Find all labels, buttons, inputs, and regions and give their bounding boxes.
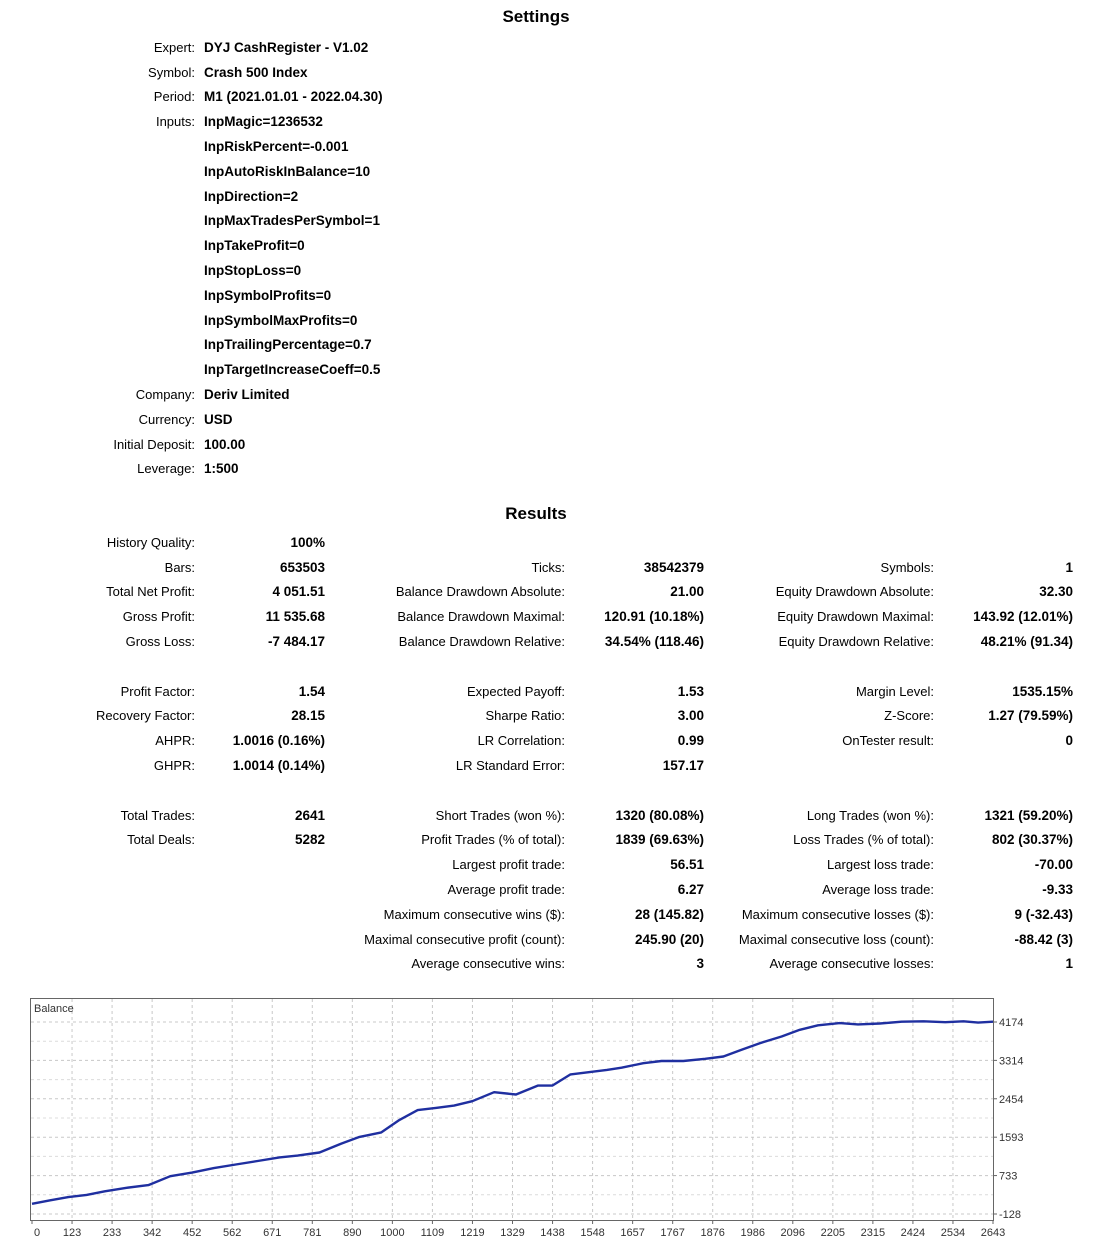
settings-label: Currency:: [138, 411, 195, 427]
results-label: Ticks:: [531, 559, 565, 575]
settings-label: Initial Deposit:: [113, 436, 195, 452]
results-value: 34.54% (118.46): [604, 634, 704, 650]
settings-label: Expert:: [153, 39, 195, 55]
results-value: 6.27: [677, 882, 704, 898]
settings-label: Period:: [153, 89, 195, 105]
y-tick-label: 1593: [999, 1132, 1024, 1145]
results-label: Average consecutive wins:: [411, 956, 565, 972]
results-value: 1.54: [298, 683, 325, 699]
settings-value: InpSymbolMaxProfits=0: [204, 312, 358, 328]
results-label: Maximum consecutive losses ($):: [741, 906, 934, 922]
results-label: Total Deals:: [127, 832, 195, 848]
results-label: Balance Drawdown Relative:: [398, 634, 565, 650]
results-value: 4 051.51: [272, 584, 325, 600]
x-tick-label: 781: [303, 1227, 322, 1239]
settings-value: InpAutoRiskInBalance=10: [204, 163, 371, 179]
results-value: 28 (145.82): [634, 906, 704, 922]
results-value: 245.90 (20): [634, 931, 704, 947]
results-spacer: [195, 780, 325, 801]
results-table: [0, 530, 1073, 976]
x-tick-label: 2205: [820, 1227, 846, 1239]
results-value: 1320 (80.08%): [615, 807, 704, 823]
results-value: 143.92 (12.01%): [973, 609, 1073, 625]
results-value: 38542379: [643, 559, 704, 575]
settings-value: InpRiskPercent=-0.001: [204, 139, 349, 155]
results-value: 32.30: [1039, 584, 1073, 600]
x-tick-label: 342: [142, 1227, 162, 1239]
results-label: Profit Trades (% of total):: [421, 832, 565, 848]
results-label: Maximal consecutive profit (count):: [364, 931, 565, 947]
x-tick-label: 1329: [500, 1227, 525, 1239]
results-spacer: [565, 780, 704, 801]
results-value: 5282: [294, 832, 325, 848]
results-label: Balance Drawdown Maximal:: [397, 609, 565, 625]
balance-chart: [30, 998, 1090, 1243]
settings-value: Deriv Limited: [204, 387, 290, 403]
results-label: Average loss trade:: [822, 882, 934, 898]
x-tick-label: 233: [102, 1227, 122, 1239]
x-tick-label: 1657: [620, 1227, 645, 1239]
settings-value: InpTargetIncreaseCoeff=0.5: [204, 362, 381, 378]
results-value: 3.00: [677, 708, 704, 724]
settings-value: InpTrailingPercentage=0.7: [204, 337, 372, 353]
results-value: 2641: [294, 807, 325, 823]
settings-value: 100.00: [204, 436, 246, 452]
results-label: Equity Drawdown Maximal:: [777, 609, 934, 625]
results-spacer: [195, 656, 325, 677]
results-label: Short Trades (won %):: [435, 807, 565, 823]
settings-table: [0, 35, 383, 481]
x-tick-label: 2424: [900, 1227, 926, 1239]
results-label: Recovery Factor:: [96, 708, 195, 724]
results-label: Margin Level:: [855, 683, 934, 699]
results-value: 157.17: [662, 758, 704, 774]
results-value: 0: [1065, 733, 1073, 749]
settings-label: Company:: [135, 387, 195, 403]
results-spacer: [0, 780, 195, 801]
settings-value: InpDirection=2: [204, 188, 299, 204]
results-value: 1535.15%: [1012, 683, 1073, 699]
results-spacer: [934, 780, 1073, 801]
settings-value: Crash 500 Index: [204, 64, 308, 80]
results-value: -70.00: [1034, 857, 1073, 873]
settings-label: Inputs:: [155, 114, 195, 130]
results-label: Gross Profit:: [122, 609, 195, 625]
x-tick-label: 1438: [540, 1227, 565, 1239]
x-tick-label: 1109: [420, 1227, 445, 1239]
results-value: 9 (-32.43): [1014, 906, 1073, 922]
x-tick-label: 2315: [860, 1227, 886, 1239]
settings-title: Settings: [502, 7, 570, 26]
results-label: Largest profit trade:: [452, 857, 565, 873]
settings-value: InpSymbolProfits=0: [204, 287, 332, 303]
x-tick-label: 0: [34, 1227, 41, 1239]
results-label: Loss Trades (% of total):: [793, 832, 934, 848]
results-value: 48.21% (91.34): [980, 634, 1073, 650]
y-tick-label: 4174: [999, 1017, 1024, 1029]
results-value: 1.0014 (0.14%): [232, 758, 325, 774]
results-spacer: [704, 780, 934, 801]
results-value: 802 (30.37%): [991, 832, 1073, 848]
results-label: Maximum consecutive wins ($):: [383, 906, 565, 922]
settings-value: USD: [204, 411, 233, 427]
results-label: Expected Payoff:: [466, 683, 565, 699]
results-label: Sharpe Ratio:: [485, 708, 565, 724]
results-label: Largest loss trade:: [827, 857, 934, 873]
y-tick-label: 733: [999, 1170, 1018, 1183]
results-label: Maximal consecutive loss (count):: [738, 931, 934, 947]
settings-value: InpTakeProfit=0: [204, 238, 305, 254]
results-label: LR Correlation:: [477, 733, 565, 749]
results-label: Long Trades (won %):: [806, 807, 934, 823]
results-label: Z-Score:: [884, 708, 934, 724]
x-tick-label: 890: [343, 1227, 362, 1239]
results-label: Average consecutive losses:: [769, 956, 934, 972]
results-value: 11 535.68: [265, 609, 325, 625]
x-tick-label: 2643: [980, 1227, 1006, 1239]
results-value: -88.42 (3): [1014, 931, 1073, 947]
results-spacer: [565, 656, 704, 677]
settings-value: InpMagic=1236532: [204, 114, 323, 130]
results-value: 28.15: [291, 708, 325, 724]
x-tick-label: 1548: [580, 1227, 605, 1239]
results-label: LR Standard Error:: [455, 758, 565, 774]
results-value: 0.99: [677, 733, 704, 749]
x-tick-label: 1767: [660, 1227, 685, 1239]
settings-value: InpStopLoss=0: [204, 263, 302, 279]
x-tick-label: 671: [263, 1227, 282, 1239]
results-label: GHPR:: [153, 758, 195, 774]
results-label: Equity Drawdown Absolute:: [775, 584, 934, 600]
results-label: Average profit trade:: [447, 882, 565, 898]
results-value: 1: [1065, 559, 1073, 575]
results-value: 1.0016 (0.16%): [232, 733, 325, 749]
settings-value: DYJ CashRegister - V1.02: [204, 39, 369, 55]
results-value: 1: [1065, 956, 1073, 972]
results-label: OnTester result:: [842, 733, 934, 749]
results-value: 56.51: [670, 857, 704, 873]
results-value: 21.00: [670, 584, 704, 600]
results-label: Balance Drawdown Absolute:: [395, 584, 565, 600]
y-tick-label: 2454: [999, 1093, 1024, 1106]
results-spacer: [0, 656, 195, 677]
results-spacer: [934, 656, 1073, 677]
results-label: Total Trades:: [120, 807, 195, 823]
results-spacer: [325, 780, 565, 801]
results-label: AHPR:: [155, 733, 195, 749]
balance-chart-svg: [30, 998, 1090, 1243]
x-tick-label: 123: [62, 1227, 82, 1239]
results-value: 1321 (59.20%): [984, 807, 1073, 823]
x-tick-label: 1000: [380, 1227, 405, 1239]
chart-legend-label: Balance: [34, 1003, 74, 1015]
results-value: 120.91 (10.18%): [604, 609, 704, 625]
x-tick-label: 2534: [940, 1227, 966, 1239]
x-tick-label: 452: [182, 1227, 202, 1239]
results-value: 1839 (69.63%): [615, 832, 704, 848]
settings-value: InpMaxTradesPerSymbol=1: [204, 213, 380, 229]
results-value: 1.53: [677, 683, 704, 699]
results-value: -7 484.17: [267, 634, 325, 650]
results-label: History Quality:: [106, 534, 195, 550]
results-value: 1.27 (79.59%): [988, 708, 1073, 724]
y-tick-label: -128: [999, 1209, 1022, 1221]
results-spacer: [325, 656, 565, 677]
results-title: Results: [505, 504, 567, 523]
settings-value: 1:500: [204, 461, 239, 477]
y-tick-label: 3314: [999, 1055, 1024, 1068]
results-label: Equity Drawdown Relative:: [778, 634, 934, 650]
results-value: 100%: [290, 534, 325, 550]
results-label: Symbols:: [880, 559, 934, 575]
settings-label: Leverage:: [137, 461, 195, 477]
results-label: Gross Loss:: [125, 634, 195, 650]
x-tick-label: 562: [223, 1227, 242, 1239]
results-label: Profit Factor:: [120, 683, 195, 699]
x-tick-label: 1986: [740, 1227, 765, 1239]
results-label: Bars:: [164, 559, 195, 575]
settings-label: Symbol:: [148, 64, 195, 80]
x-tick-label: 2096: [780, 1227, 806, 1239]
results-spacer: [704, 656, 934, 677]
x-tick-label: 1219: [460, 1227, 485, 1239]
results-value: -9.33: [1042, 882, 1073, 898]
results-value: 3: [696, 956, 704, 972]
results-label: Total Net Profit:: [106, 584, 195, 600]
settings-value: M1 (2021.01.01 - 2022.04.30): [204, 89, 383, 105]
results-value: 653503: [279, 559, 325, 575]
x-tick-label: 1876: [700, 1227, 725, 1239]
